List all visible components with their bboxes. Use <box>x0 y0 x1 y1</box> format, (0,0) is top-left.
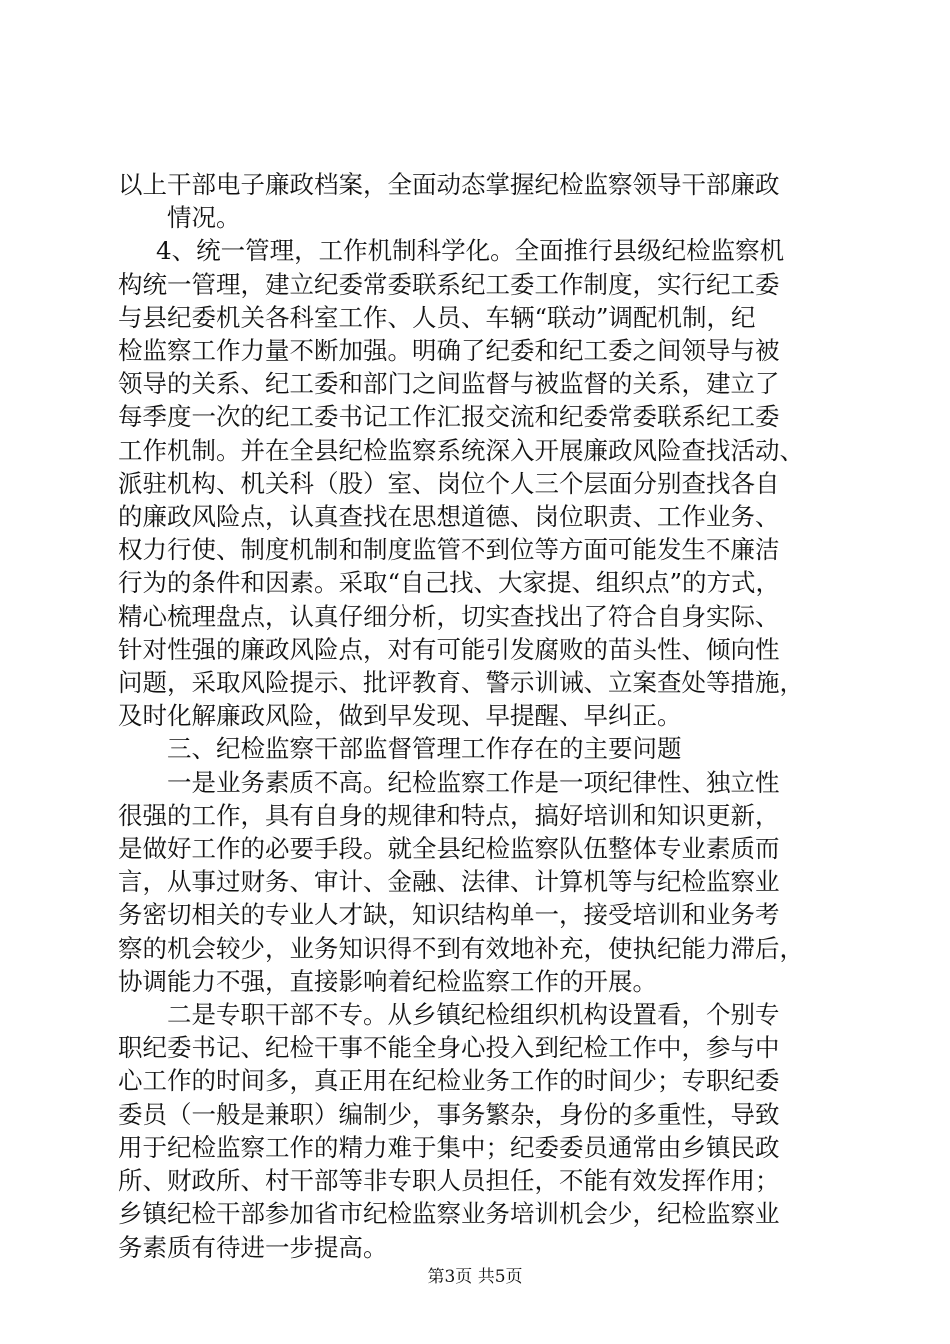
text-line: 构统一管理，建立纪委常委联系纪工委工作制度，实行纪工委 <box>118 269 780 299</box>
text-line: 所、财政所、村干部等非专职人员担任，不能有效发挥作用； <box>118 1166 780 1196</box>
text-line: 务素质有待进一步提高。 <box>118 1232 388 1262</box>
text-line: 工作机制。并在全县纪检监察系统深入开展廉政风险查找活动、 <box>118 435 804 465</box>
text-line: 务密切相关的专业人才缺，知识结构单一，接受培训和业务考 <box>118 900 780 930</box>
text-line: 用于纪检监察工作的精力难于集中；纪委委员通常由乡镇民政 <box>118 1132 780 1162</box>
text-line: 与县纪委机关各科室工作、人员、车辆“联动”调配机制，纪 <box>118 302 756 332</box>
text-line: 情况。 <box>167 203 241 233</box>
text-line: 及时化解廉政风险，做到早发现、早提醒、早纠正。 <box>118 701 682 731</box>
text-line: 每季度一次的纪工委书记工作汇报交流和纪委常委联系纪工委 <box>118 402 780 432</box>
text-line: 派驻机构、机关科（股）室、岗位个人三个层面分别查找各自 <box>118 468 780 498</box>
text-line: 行为的条件和因素。采取“自己找、大家提、组织点”的方式， <box>118 568 781 598</box>
text-line: 问题，采取风险提示、批评教育、警示训诫、立案查处等措施， <box>118 668 804 698</box>
text-line: 精心梳理盘点，认真仔细分析，切实查找出了符合自身实际、 <box>118 601 780 631</box>
text-line: 一是业务素质不高。纪检监察工作是一项纪律性、独立性 <box>167 767 780 797</box>
text-line: 以上干部电子廉政档案，全面动态掌握纪检监察领导干部廉政 <box>118 170 780 199</box>
text-line: 协调能力不强，直接影响着纪检监察工作的开展。 <box>118 966 657 996</box>
text-line: 的廉政风险点，认真查找在思想道德、岗位职责、工作业务、 <box>118 502 780 532</box>
text-line: 领导的关系、纪工委和部门之间监督与被监督的关系，建立了 <box>118 369 780 399</box>
text-line: 针对性强的廉政风险点，对有可能引发腐败的苗头性、倾向性 <box>118 634 780 664</box>
section-heading: 三、纪检监察干部监督管理工作存在的主要问题 <box>167 734 682 764</box>
text-line: 检监察工作力量不断加强。明确了纪委和纪工委之间领导与被 <box>118 336 780 366</box>
text-line: 乡镇纪检干部参加省市纪检监察业务培训机会少，纪检监察业 <box>118 1199 780 1229</box>
document-body <box>118 168 838 1264</box>
page-number-footer: 第3页 共5页 <box>427 1267 523 1287</box>
text-line: 很强的工作，具有自身的规律和特点，搞好培训和知识更新， <box>118 800 780 830</box>
text-line: 二是专职干部不专。从乡镇纪检组织机构设置看，个别专 <box>167 1000 780 1030</box>
text-line: 职纪委书记、纪检干事不能全身心投入到纪检工作中，参与中 <box>118 1033 780 1063</box>
text-line: 权力行使、制度机制和制度监管不到位等方面可能发生不廉洁 <box>118 535 780 565</box>
text-line: 言，从事过财务、审计、金融、法律、计算机等与纪检监察业 <box>118 867 780 897</box>
text-line: 察的机会较少，业务知识得不到有效地补充，使执纪能力滞后， <box>118 933 804 963</box>
text-line: 心工作的时间多，真正用在纪检业务工作的时间少；专职纪委 <box>118 1066 780 1096</box>
text-line: 4、统一管理，工作机制科学化。全面推行县级纪检监察机 <box>156 236 785 266</box>
text-line: 委员（一般是兼职）编制少，事务繁杂，身份的多重性，导致 <box>118 1099 780 1129</box>
text-line: 是做好工作的必要手段。就全县纪检监察队伍整体专业素质而 <box>118 834 780 864</box>
